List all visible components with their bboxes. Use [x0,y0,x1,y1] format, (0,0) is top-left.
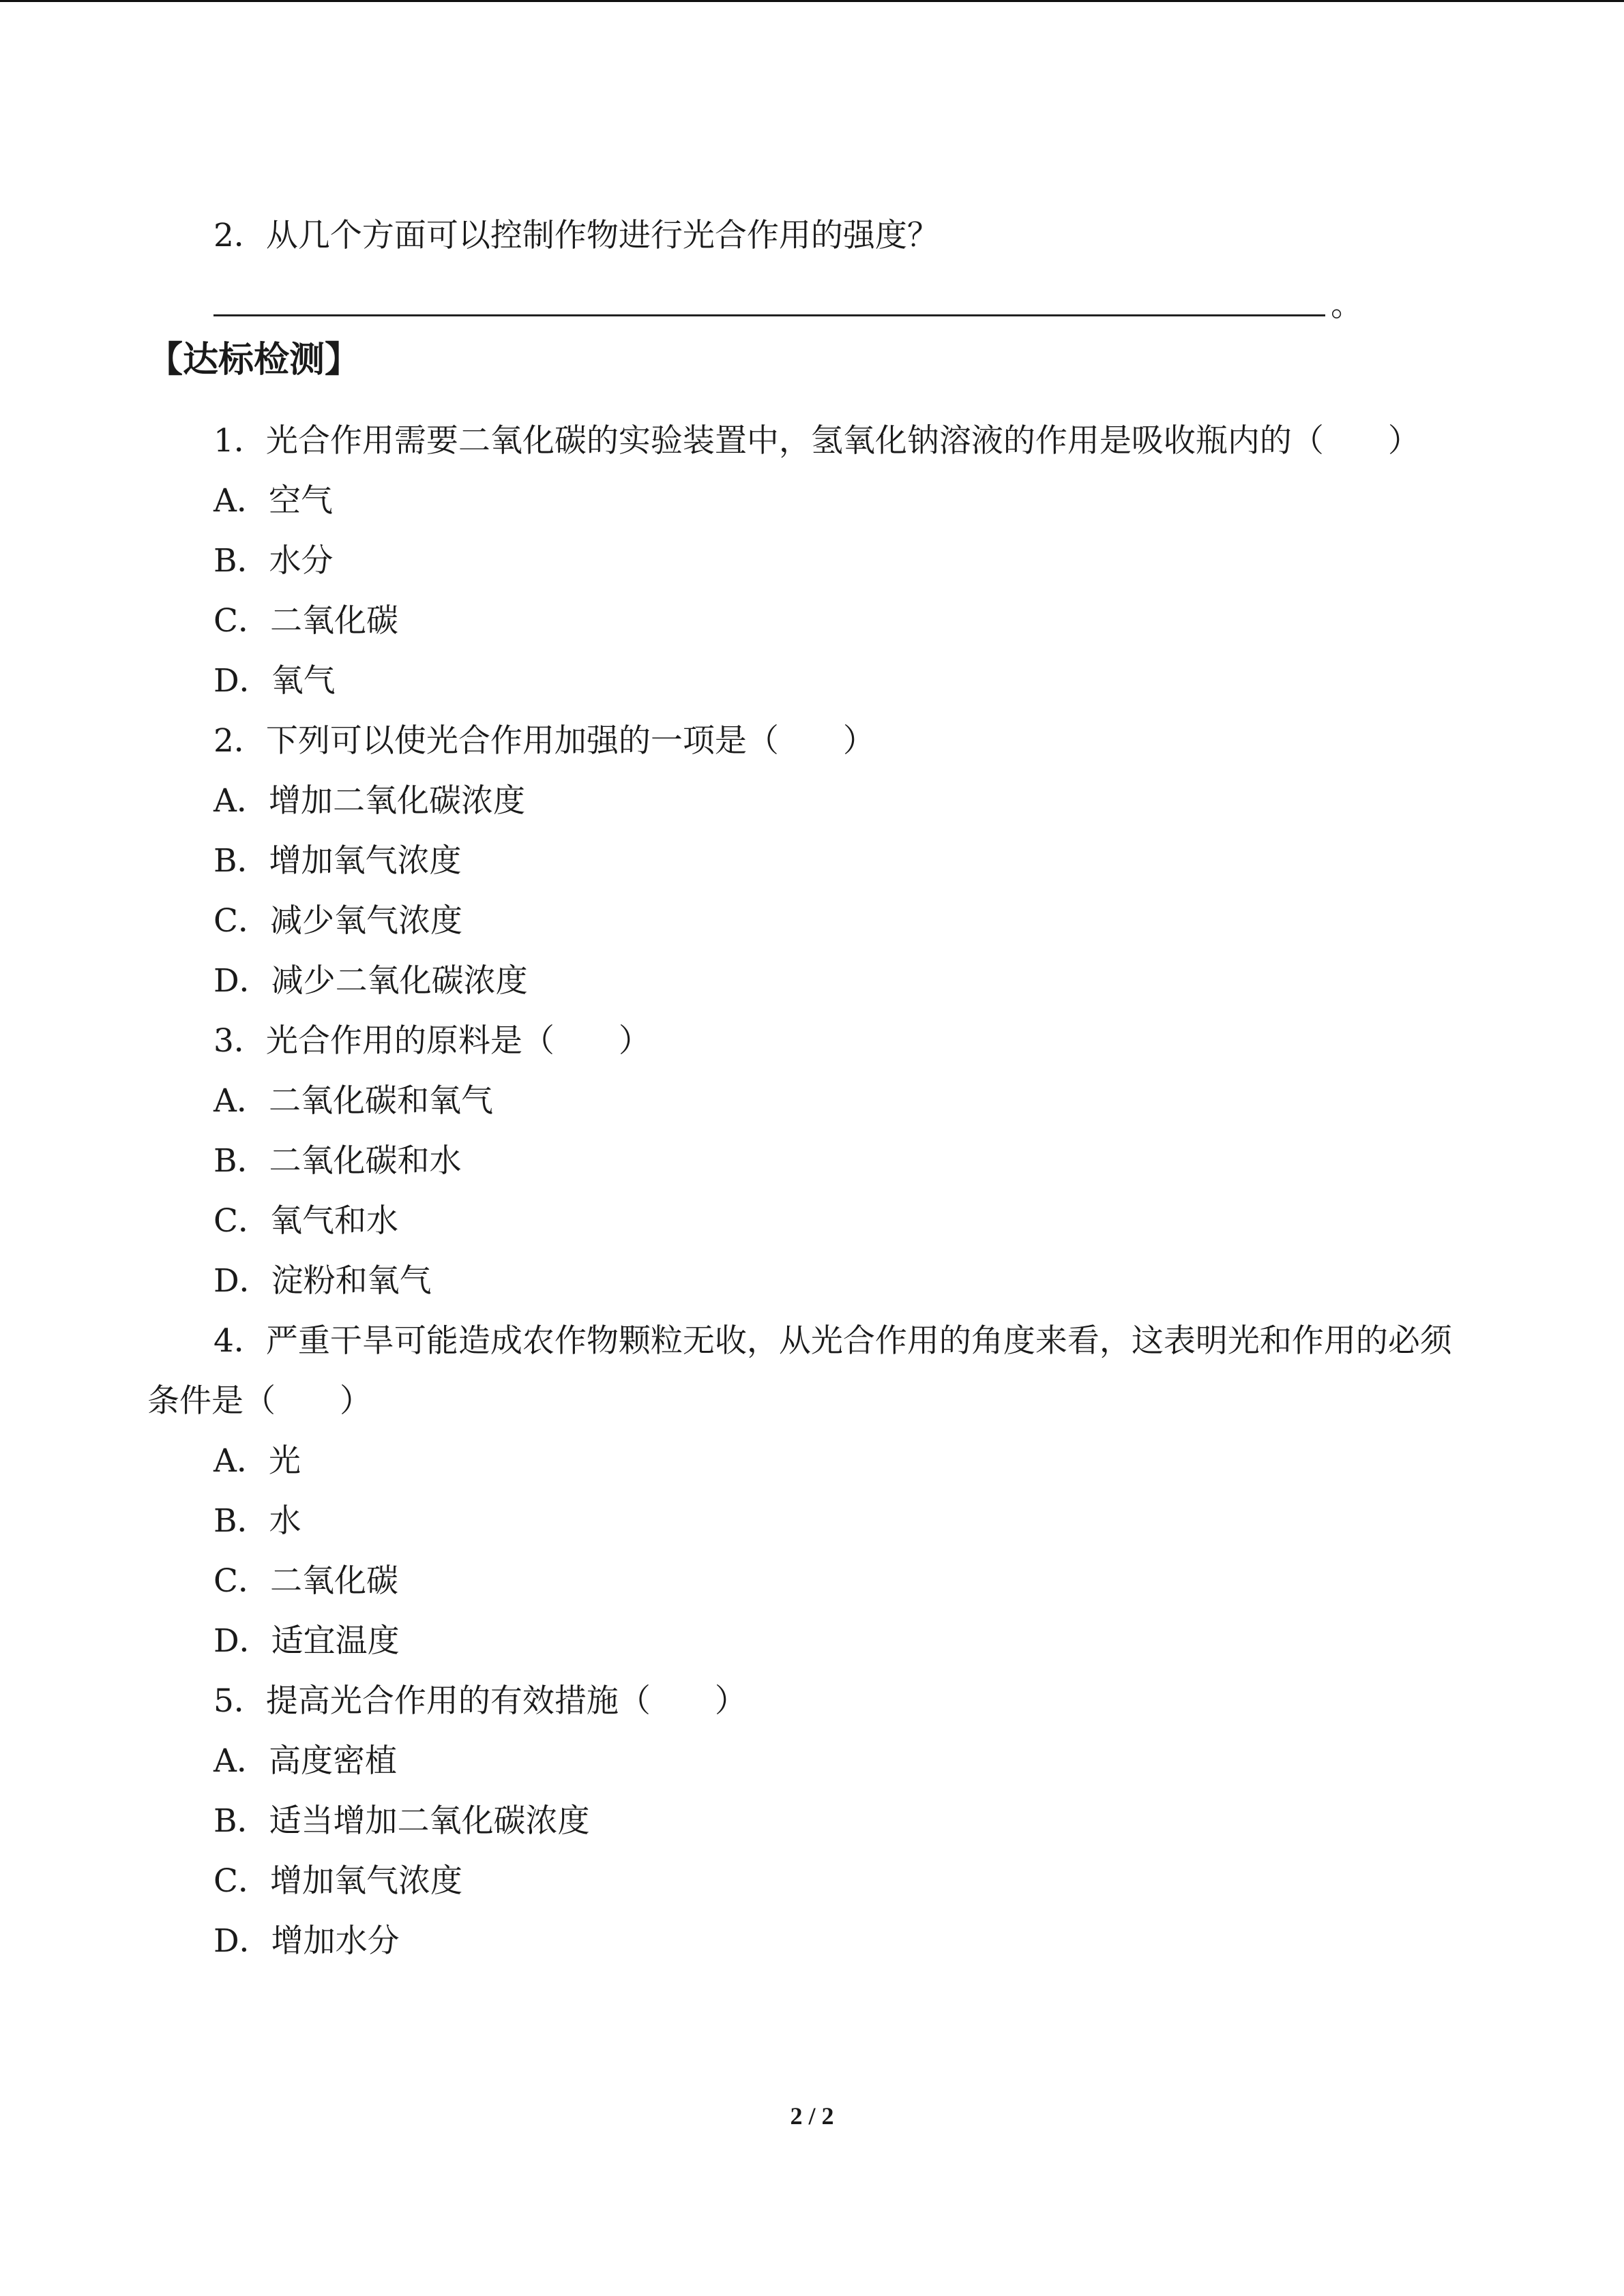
option-item: A．高度密植 [213,1742,397,1780]
option-item: C．增加氧气浓度 [213,1862,462,1900]
option-item: A．空气 [213,482,333,520]
option-item: B．水分 [213,542,334,580]
section-title: 【达标检测】 [147,340,361,381]
option-item: D．淀粉和氧气 [213,1262,432,1300]
question-stem-continued: 条件是（ ） [147,1382,372,1420]
question-stem: 4．严重干旱可能造成农作物颗粒无收，从光合作用的角度来看，这表明光和作用的必须 [213,1322,1452,1360]
question-stem: 3．光合作用的原料是（ ） [213,1022,651,1060]
option-item: D．氧气 [213,662,336,700]
option-item: A．增加二氧化碳浓度 [213,782,525,820]
question-stem: 2．下列可以使光合作用加强的一项是（ ） [213,722,875,760]
option-item: C．二氧化碳 [213,1562,398,1600]
option-item: C．二氧化碳 [213,602,398,640]
option-item: B．二氧化碳和水 [213,1142,462,1180]
option-item: B．水 [213,1502,301,1540]
answer-period: 。 [1331,286,1363,324]
option-item: A．光 [213,1442,301,1480]
option-item: C．减少氧气浓度 [213,902,462,940]
answer-blank [213,285,1363,326]
answer-underline [213,314,1325,316]
question-stem: 1．光合作用需要二氧化碳的实验装置中，氢氧化钠溶液的作用是吸收瓶内的（ ） [213,422,1420,460]
option-item: B．增加氧气浓度 [213,842,462,880]
page-number: 2 / 2 [790,2102,834,2130]
option-item: A．二氧化碳和氧气 [213,1082,493,1120]
option-item: D．减少二氧化碳浓度 [213,962,528,1000]
option-item: D．增加水分 [213,1922,400,1960]
page-top-border [0,0,1624,2]
option-item: B．适当增加二氧化碳浓度 [213,1802,590,1840]
option-item: C．氧气和水 [213,1202,398,1240]
option-item: D．适宜温度 [213,1622,400,1660]
previous-question: 2．从几个方面可以控制作物进行光合作用的强度？ [213,217,939,254]
question-stem: 5．提高光合作用的有效措施（ ） [213,1682,747,1720]
